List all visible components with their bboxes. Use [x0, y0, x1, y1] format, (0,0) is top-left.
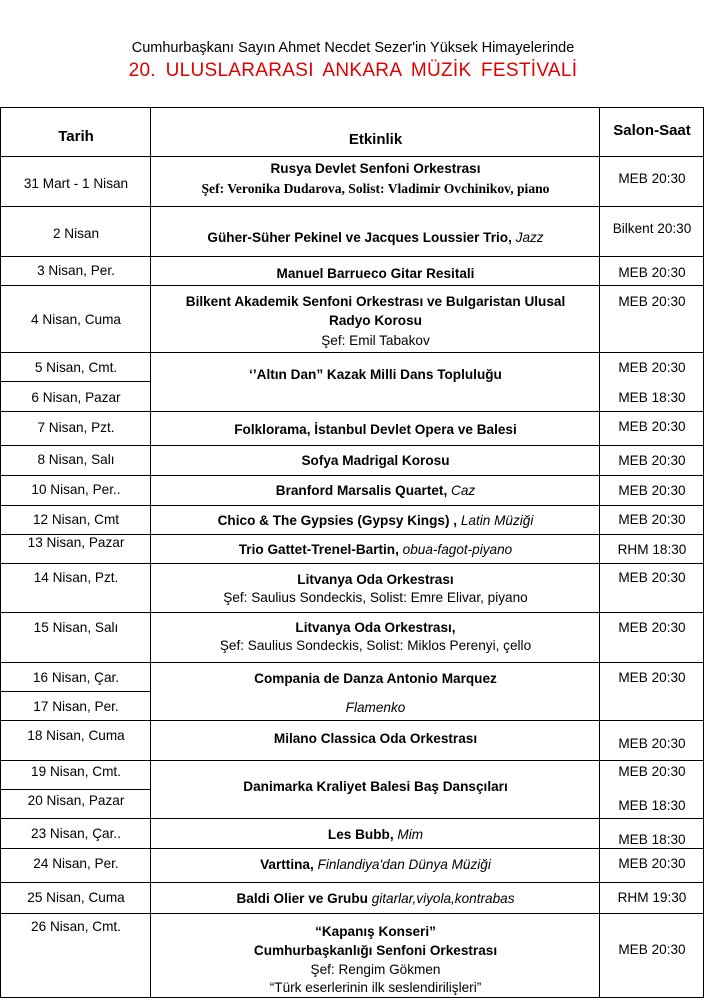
event-date: 19 Nisan, Cmt. [31, 764, 121, 779]
row-divider [1, 156, 703, 157]
event-title: “Kapanış Konseri” [315, 924, 436, 939]
row-divider [1, 848, 703, 849]
event-venue: MEB 20:30 [618, 483, 686, 498]
row-divider [1, 505, 703, 506]
event-details: Şef: Emil Tabakov [321, 333, 430, 348]
event-venue: MEB 20:30 [618, 419, 686, 434]
event-date: 3 Nisan, Per. [37, 263, 115, 278]
event-venue: RHM 19:30 [617, 890, 687, 905]
event-date: 16 Nisan, Çar. [32, 670, 120, 685]
event-title-text: Varttina, [260, 857, 314, 872]
event-title [151, 542, 600, 557]
event-date: 20 Nisan, Pazar [27, 793, 125, 808]
column-header-date: Tarih [58, 128, 94, 145]
row-divider [1, 789, 151, 790]
event-venue: MEB 20:30 [618, 570, 686, 585]
event-genre: Mim [397, 827, 424, 842]
event-title-text: Chico & The Gypsies (Gypsy Kings) , [217, 513, 458, 528]
event-date: 7 Nisan, Pzt. [37, 420, 115, 435]
event-venue: Bilkent 20:30 [612, 221, 692, 236]
event-venue: MEB 20:30 [618, 736, 686, 751]
event-venue: MEB 20:30 [618, 856, 686, 871]
row-divider [1, 563, 703, 564]
event-venue: MEB 18:30 [618, 832, 686, 847]
event-title: Litvanya Oda Orkestrası [297, 572, 454, 587]
event-date: 8 Nisan, Salı [37, 452, 115, 467]
row-divider [1, 206, 703, 207]
event-date: 23 Nisan, Çar.. [31, 826, 121, 841]
event-details: “Türk eserlerinin ilk seslendirilişleri” [269, 980, 482, 995]
event-title: Bilkent Akademik Senfoni Orkestrası ve Bulgaristan Ulusal [185, 294, 566, 309]
event-date: 14 Nisan, Pzt. [33, 570, 119, 585]
row-divider [1, 352, 703, 353]
event-title: Radyo Korosu [329, 313, 422, 328]
festival-title: 20. ULUSLARARASI ANKARA MÜZİK FESTİVALİ [128, 60, 578, 81]
event-title: Milano Classica Oda Orkestrası [273, 731, 478, 746]
event-venue: MEB 20:30 [618, 294, 686, 309]
row-divider [1, 720, 703, 721]
event-title [151, 513, 600, 528]
row-divider [1, 411, 703, 412]
event-title [151, 827, 600, 842]
event-details: Şef: Rengim Gökmen [310, 962, 441, 977]
event-date: 6 Nisan, Pazar [31, 390, 121, 405]
event-genre: Jazz [515, 230, 544, 245]
row-divider [1, 256, 703, 257]
row-divider [1, 381, 151, 382]
event-title: Rusya Devlet Senfoni Orkestrası [270, 161, 481, 176]
event-title [151, 891, 600, 906]
event-genre: Latin Müziği [460, 513, 534, 528]
row-divider [1, 691, 151, 692]
event-details: Şef: Saulius Sondeckis, Solist: Miklos Perenyi, çello [219, 638, 532, 653]
event-date: 15 Nisan, Salı [33, 620, 119, 635]
event-title-text: Baldi Olier ve Grubu [236, 891, 368, 906]
event-venue: MEB 20:30 [618, 670, 686, 685]
event-date: 17 Nisan, Per. [33, 699, 119, 714]
event-date: 24 Nisan, Per. [33, 856, 119, 871]
event-title: Cumhurbaşkanlığı Senfoni Orkestrası [253, 943, 498, 958]
event-genre: Flamenko [345, 700, 406, 715]
event-date: 12 Nisan, Cmt [32, 512, 120, 527]
event-title-text: Les Bubb, [327, 827, 394, 842]
event-venue: MEB 20:30 [618, 453, 686, 468]
event-title: ‘’Altın Dan” Kazak Milli Dans Topluluğu [249, 367, 502, 382]
column-header-event: Etkinlik [348, 131, 403, 148]
event-date: 2 Nisan [52, 226, 100, 241]
row-divider [1, 662, 703, 663]
event-title-text: Güher-Süher Pekinel ve Jacques Loussier Trio, [207, 230, 512, 245]
event-title [151, 857, 600, 872]
event-venue: MEB 20:30 [618, 360, 686, 375]
row-divider [1, 612, 703, 613]
event-date: 18 Nisan, Cuma [27, 728, 125, 743]
event-title: Folklorama, İstanbul Devlet Opera ve Balesi [234, 422, 517, 437]
row-divider [1, 818, 703, 819]
event-genre: Caz [451, 483, 476, 498]
event-date: 26 Nisan, Cmt. [31, 919, 121, 934]
event-venue: MEB 18:30 [618, 798, 686, 813]
row-divider [1, 882, 703, 883]
event-venue: MEB 20:30 [618, 512, 686, 527]
event-venue: MEB 20:30 [618, 171, 686, 186]
event-genre: obua-fagot-piyano [402, 542, 513, 557]
event-date: 10 Nisan, Per.. [31, 482, 121, 497]
event-title [151, 230, 600, 245]
event-venue: MEB 20:30 [618, 942, 686, 957]
event-title [151, 483, 600, 498]
row-divider [1, 913, 703, 914]
event-title: Compania de Danza Antonio Marquez [254, 671, 497, 686]
row-divider [1, 285, 703, 286]
event-title: Danimarka Kraliyet Balesi Baş Dansçıları [243, 779, 508, 794]
event-venue: MEB 20:30 [618, 764, 686, 779]
event-venue: RHM 18:30 [617, 542, 687, 557]
event-venue: MEB 20:30 [618, 265, 686, 280]
event-genre: Finlandiya'dan Dünya Müziği [317, 857, 491, 872]
festival-patronage-line: Cumhurbaşkanı Sayın Ahmet Necdet Sezer'in Yüksek Himayelerinde [131, 40, 575, 56]
event-date: 5 Nisan, Cmt. [34, 360, 118, 375]
program-table [0, 107, 704, 998]
row-divider [1, 475, 703, 476]
event-title-text: Trio Gattet-Trenel-Bartin, [238, 542, 399, 557]
event-title: Manuel Barrueco Gitar Resitali [276, 266, 475, 281]
row-divider [1, 445, 703, 446]
event-date: 4 Nisan, Cuma [31, 312, 121, 327]
event-venue: MEB 20:30 [618, 620, 686, 635]
event-details: Şef: Veronika Dudarova, Solist: Vladimir Ovchinikov, piano [201, 181, 550, 196]
event-genre: gitarlar,viyola,kontrabas [371, 891, 515, 906]
event-title: Litvanya Oda Orkestrası, [295, 620, 456, 635]
row-divider [1, 760, 703, 761]
event-venue: MEB 18:30 [618, 390, 686, 405]
event-details: Şef: Saulius Sondeckis, Solist: Emre Elivar, piyano [223, 590, 528, 605]
event-date: 31 Mart - 1 Nisan [23, 176, 129, 191]
event-title: Sofya Madrigal Korosu [301, 453, 450, 468]
event-title-text: Branford Marsalis Quartet, [275, 483, 448, 498]
column-header-venue: Salon-Saat [613, 122, 691, 139]
event-date: 13 Nisan, Pazar [27, 535, 125, 550]
event-date: 25 Nisan, Cuma [27, 890, 125, 905]
